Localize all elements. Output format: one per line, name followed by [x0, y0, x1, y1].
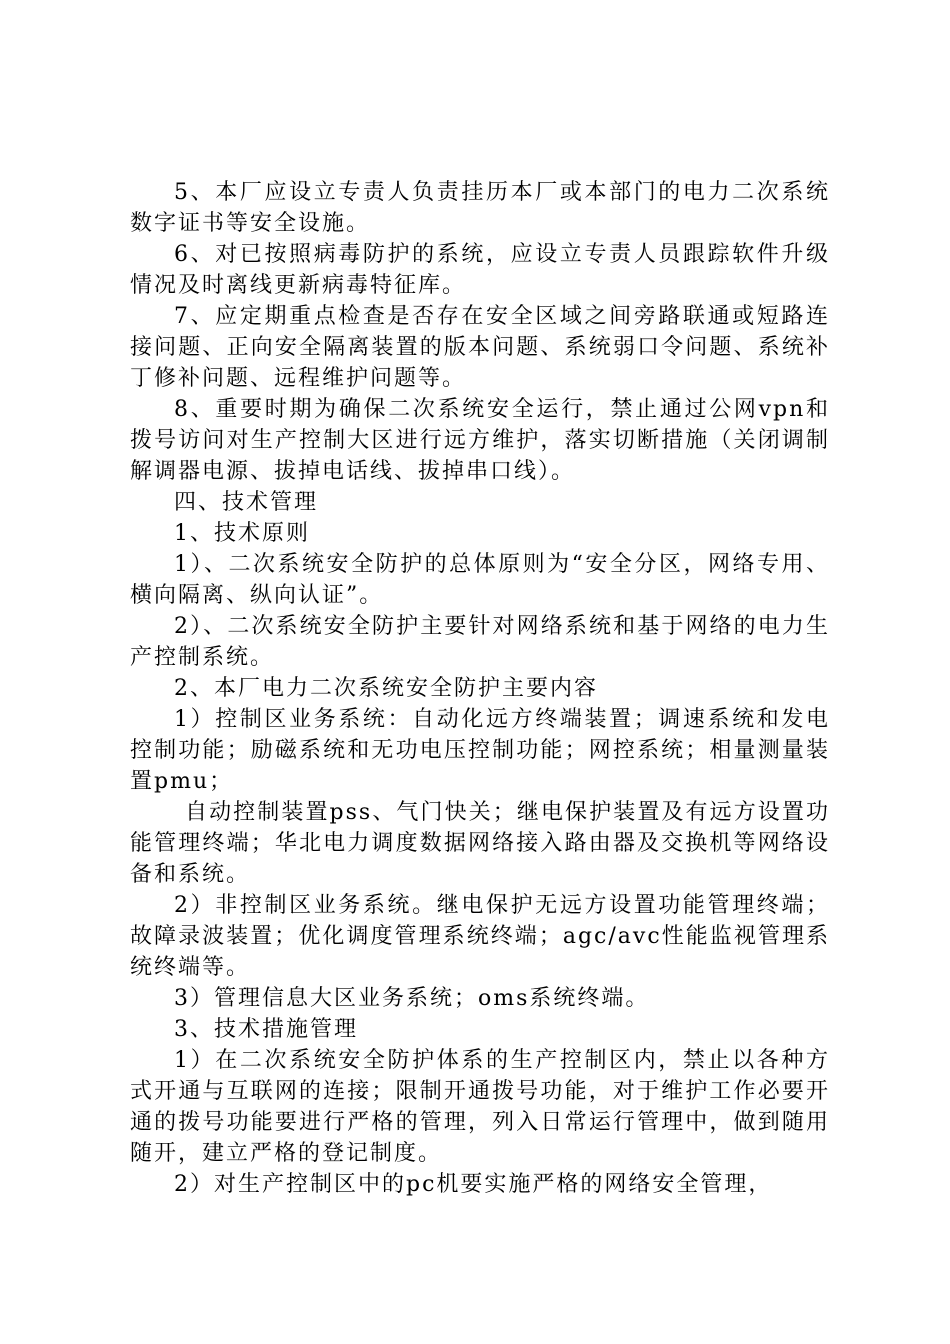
paragraph-8-remote-maintenance: 8、重要时期为确保二次系统安全运行，禁止通过公网vpn和拨号访问对生产控制大区进行远方维护，落实切断措施（关闭调制解调器电源、拔掉电话线、拔掉串口线）。: [130, 397, 830, 484]
paragraph-principle-2: 2）、二次系统安全防护主要针对网络系统和基于网络的电力生产控制系统。: [130, 614, 830, 670]
subheading-technical-principles: 1、技术原则: [174, 521, 310, 546]
paragraph-5-digital-certificate: 5、本厂应设立专责人负责挂历本厂或本部门的电力二次系统数字证书等安全设施。: [130, 180, 830, 236]
paragraph-7-periodic-check: 7、应定期重点检查是否存在安全区域之间旁路联通或短路连接问题、正向安全隔离装置的版本问题、系统弱口令问题、系统补丁修补问题、远程维护问题等。: [130, 304, 830, 391]
paragraph-management-info-zone: 3）管理信息大区业务系统；oms系统终端。: [174, 986, 650, 1011]
paragraph-measure-1: 1）在二次系统安全防护体系的生产控制区内，禁止以各种方式开通与互联网的连接；限制开通拨号功能，对于维护工作必要开通的拨号功能要进行严格的管理，列入日常运行管理中，做到随用随开，建立严格的登记制度。: [130, 1048, 830, 1166]
paragraph-measure-2: 2）对生产控制区中的pc机要实施严格的网络安全管理，: [174, 1172, 773, 1197]
document-body: [130, 177, 830, 1200]
paragraph-principle-1: 1）、二次系统安全防护的总体原则为“安全分区，网络专用、横向隔离、纵向认证”。: [130, 552, 830, 608]
paragraph-non-control-zone: 2）非控制区业务系统。继电保护无远方设置功能管理终端；故障录波装置；优化调度管理系统终端；agc/avc性能监视管理系统终端等。: [130, 893, 830, 980]
paragraph-control-zone-devices: 自动控制装置pss、气门快关；继电保护装置及有远方设置功能管理终端；华北电力调度数据网络接入路由器及交换机等网络设备和系统。: [130, 800, 830, 887]
paragraph-control-zone-systems: 1）控制区业务系统：自动化远方终端装置；调速系统和发电控制功能；励磁系统和无功电压控制功能；网控系统；相量测量装置pmu；: [130, 707, 830, 794]
subheading-technical-measures: 3、技术措施管理: [174, 1017, 358, 1042]
section-heading-technical-management: 四、技术管理: [174, 490, 319, 515]
subheading-protection-contents: 2、本厂电力二次系统安全防护主要内容: [174, 676, 598, 701]
paragraph-6-virus-protection: 6、对已按照病毒防护的系统，应设立专责人员跟踪软件升级情况及时离线更新病毒特征库。: [130, 242, 830, 298]
